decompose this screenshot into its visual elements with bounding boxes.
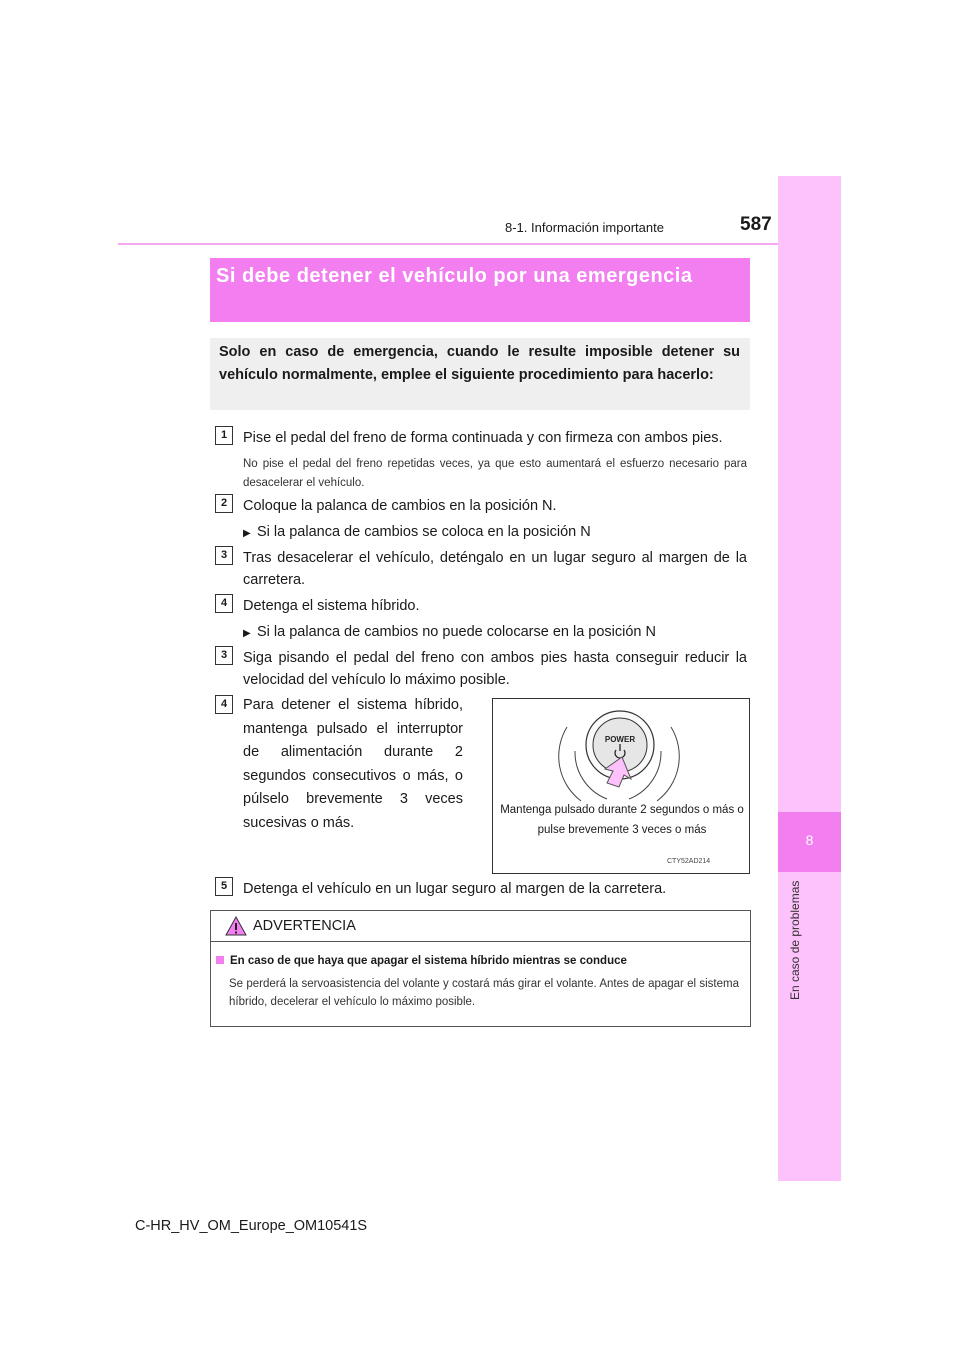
step-text: Coloque la palanca de cambios en la posición N. xyxy=(243,498,557,514)
step-note: No pise el pedal del freno repetidas veces, ya que esto aumentará el esfuerzo necesario para desacelerar el vehículo. xyxy=(243,458,747,489)
triangle-bullet-icon: ▶ xyxy=(243,528,251,539)
step-badge: 4 xyxy=(215,695,233,714)
power-button-illustration xyxy=(493,699,749,873)
section-reference: 8-1. Información importante xyxy=(505,220,664,235)
chapter-number: 8 xyxy=(805,832,814,848)
triangle-bullet-icon: ▶ xyxy=(243,628,251,639)
warning-title: ADVERTENCIA xyxy=(253,918,356,934)
power-switch-figure xyxy=(492,698,750,874)
step-text: Detenga el sistema híbrido. xyxy=(243,598,420,614)
warning-subtitle-row xyxy=(216,955,741,967)
step-badge: 3 xyxy=(215,646,233,665)
step-badge: 2 xyxy=(215,494,233,513)
page-number: 587 xyxy=(740,214,772,235)
chapter-side-tab xyxy=(778,176,841,1181)
warning-body: Se perderá la servoasistencia del volante y costará más girar el volante. Antes de apagar el sistema híbrido, decelerar el vehículo lo máximo posible. xyxy=(229,978,739,1008)
branch-text: Si la palanca de cambios no puede colocarse en la posición N xyxy=(257,624,656,640)
power-button-label: POWER xyxy=(604,735,636,744)
branch-condition xyxy=(243,521,747,545)
step-badge: 1 xyxy=(215,426,233,445)
step-text: Detenga el vehículo en un lugar seguro al margen de la carretera. xyxy=(243,881,667,897)
step-text: Siga pisando el pedal del freno con ambos pies hasta conseguir reducir la velocidad del vehículo lo máximo posible. xyxy=(243,650,747,688)
square-bullet-icon xyxy=(216,956,224,964)
warning-divider xyxy=(211,941,750,942)
step-text: Pise el pedal del freno de forma continuada y con firmeza con ambos pies. xyxy=(243,430,723,446)
figure-caption: Mantenga pulsado durante 2 segundos o más o pulse brevemente 3 veces o más xyxy=(500,804,744,836)
step-badge: 3 xyxy=(215,546,233,565)
footer-code: C-HR_HV_OM_Europe_OM10541S xyxy=(135,1218,368,1234)
step-text: Para detener el sistema híbrido, mantenga pulsado el interruptor de alimentación durante 2 segundos consecutivos o más, o púlselo brevemente 3 veces sucesivas o más. xyxy=(243,697,463,831)
branch-condition xyxy=(243,621,747,645)
step-badge: 4 xyxy=(215,594,233,613)
section-title: Si debe detener el vehículo por una emergencia xyxy=(216,265,693,287)
branch-text: Si la palanca de cambios se coloca en la posición N xyxy=(257,524,591,540)
intro-text: Solo en caso de emergencia, cuando le resulte imposible detener su vehículo normalmente, emplee el siguiente procedimiento para hacerlo: xyxy=(219,344,740,383)
warning-subtitle: En caso de que haya que apagar el sistema híbrido mientras se conduce xyxy=(230,955,627,967)
step-badge: 5 xyxy=(215,877,233,896)
header-rule xyxy=(118,243,840,245)
chapter-label-container xyxy=(786,880,806,1000)
step-text: Tras desacelerar el vehículo, deténgalo en un lugar seguro al margen de la carretera. xyxy=(243,550,747,588)
chapter-label: En caso de problemas xyxy=(788,880,802,1000)
warning-triangle-icon xyxy=(225,916,247,941)
figure-code: CTY52AD214 xyxy=(667,858,711,865)
